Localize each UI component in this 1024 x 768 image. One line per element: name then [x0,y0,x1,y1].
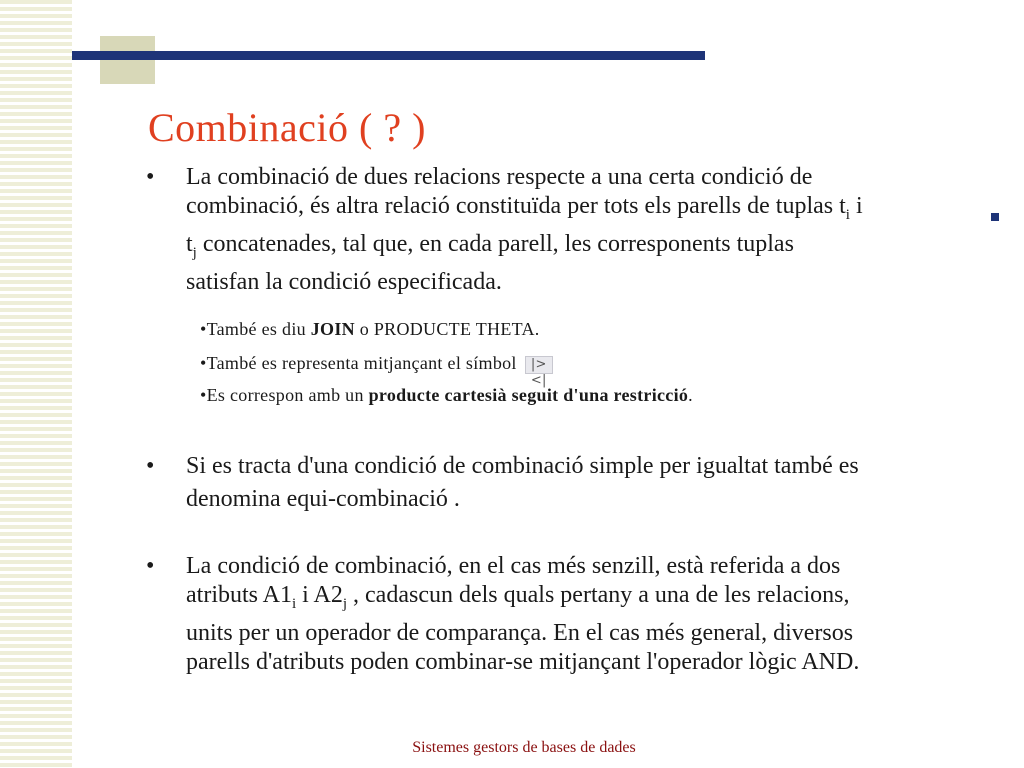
bullet-1 [186,163,976,297]
sub-item-symbol: •També es representa mitjançant el símbol |><| [200,352,553,374]
sub-item-cartesian: •Es correspon amb un producte cartesià seguit d'una restricció. [200,385,693,405]
bullet-1-line-3: $t_j$ concatenades, tal que, en cada parell, les corresponents tuplas [186,230,794,261]
bullet-3 [186,552,976,677]
bullet-marker: • [146,164,155,190]
decorative-stripes [0,0,72,768]
footer-text: Sistemes gestors de bases de dades [412,739,636,756]
bullet-1-line-2: combinació, és altra relació constituïda per tots els parells de tuplas $t_i$ i [186,193,863,223]
bullet-3-line-2: atributs $A1_i$ i $A2_j$ , cadascun dels quals pertany a una de les relacions, [186,582,850,612]
bullet-3-line-4: parells d'atributs poden combinar-se mitjançant l'operador lògic AND. [186,648,860,675]
bullet-marker: • [146,453,155,479]
bullet-3-line-1: La condició de combinació, en el cas més senzill, està referida a dos [186,553,841,579]
sub-item-join: •També es diu JOIN o PRODUCTE THETA. [200,319,540,339]
slide-title: Combinació ( ? ) [148,105,426,150]
side-marker [991,213,999,221]
bullet-3-line-3: units per un operador de comparança. En el cas més general, diversos [186,619,854,646]
decorative-square [100,36,155,84]
bullet-1-line-1: La combinació de dues relacions respecte a una certa condició de [186,164,813,190]
join-symbol-icon: |><| [525,356,553,374]
title-bar [72,51,705,60]
bullet-marker: • [146,553,155,579]
bullet-2-line-1: Si es tracta d'una condició de combinació simple per igualtat també es [186,453,859,479]
bullet-2-line-2: denomina equi-combinació . [186,486,460,512]
bullet-2 [186,452,976,514]
bullet-1-line-4: satisfan la condició especificada. [186,268,502,295]
